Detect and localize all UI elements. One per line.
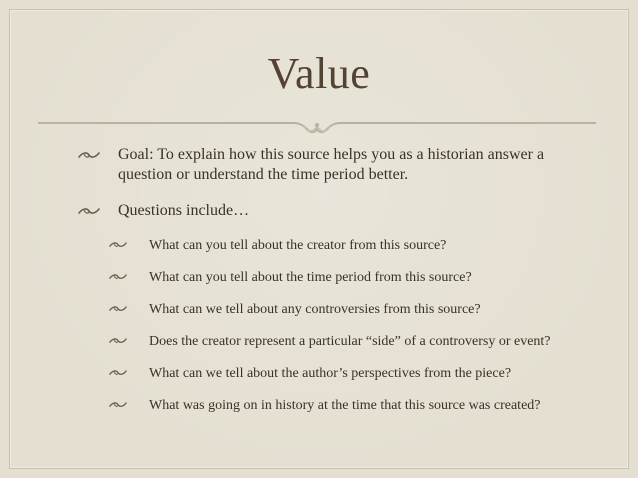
leaf-swirl-bullet-icon <box>109 401 127 409</box>
slide-content <box>86 145 576 429</box>
leaf-swirl-bullet-icon <box>78 151 100 160</box>
sub-bullet-text: Does the creator represent a particular “side” of a controversy or event? <box>149 334 551 349</box>
sub-bullet-text: What can we tell about any controversies from this source? <box>149 302 481 317</box>
bullet-questions <box>86 201 576 221</box>
ornamental-divider-icon <box>38 120 596 136</box>
sub-bullet-time-period <box>86 269 576 286</box>
leaf-swirl-bullet-icon <box>109 337 127 345</box>
sub-bullet-text: What can you tell about the time period from this source? <box>149 270 472 285</box>
sub-bullet-creator <box>86 237 576 254</box>
sub-bullet-history <box>86 397 576 414</box>
leaf-swirl-bullet-icon <box>78 207 100 216</box>
slide-title: Value <box>267 49 371 98</box>
leaf-swirl-bullet-icon <box>109 241 127 249</box>
bullet-goal <box>86 145 576 185</box>
bullet-text: Goal: To explain how this source helps you as a historian answer a question or understand the time period better. <box>118 146 545 183</box>
sub-bullet-text: What can we tell about the author’s perspectives from the piece? <box>149 366 512 381</box>
leaf-swirl-bullet-icon <box>109 369 127 377</box>
sub-bullet-side <box>86 333 576 350</box>
leaf-swirl-bullet-icon <box>109 273 127 281</box>
sub-bullet-perspectives <box>86 365 576 382</box>
bullet-text: Questions include… <box>118 202 250 219</box>
leaf-swirl-bullet-icon <box>109 305 127 313</box>
sub-bullet-text: What was going on in history at the time that this source was created? <box>149 398 541 413</box>
sub-bullet-text: What can you tell about the creator from this source? <box>149 238 447 253</box>
sub-bullet-controversies <box>86 301 576 318</box>
